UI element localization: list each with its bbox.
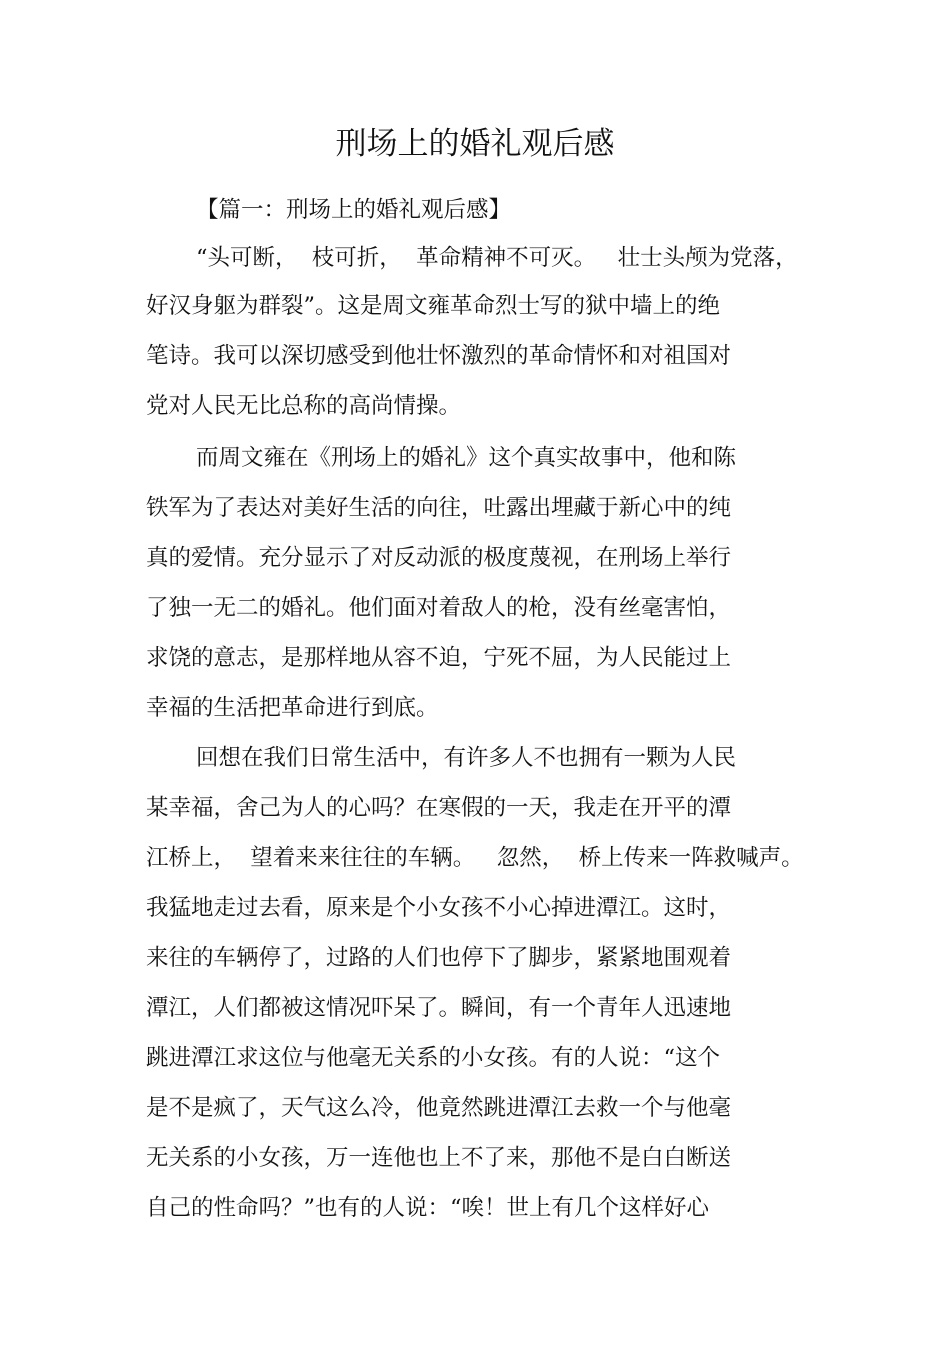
text-line: 铁军为了表达对美好生活的向往，吐露出埋藏于新心中的纯 xyxy=(146,495,732,521)
text-line: 无关系的小女孩，万一连他也上不了来，那他不是白白断送 xyxy=(146,1145,732,1171)
text-line: 我猛地走过去看，原来是个小女孩不小心掉进潭江。这时， xyxy=(146,895,732,921)
text-line: 了独一无二的婚礼。他们面对着敌人的枪，没有丝毫害怕， xyxy=(146,595,732,621)
text-line: 自己的性命吗？”也有的人说：“唉！世上有几个这样好心 xyxy=(146,1195,710,1221)
text-line: 笔诗。我可以深切感受到他壮怀激烈的革命情怀和对祖国对 xyxy=(146,343,732,369)
text-line: 党对人民无比总称的高尚情操。 xyxy=(146,393,462,419)
text-line: 真的爱情。充分显示了对反动派的极度蔑视，在刑场上举行 xyxy=(146,545,732,571)
text-line: 跳进潭江求这位与他毫无关系的小女孩。有的人说：“这个 xyxy=(146,1045,721,1071)
document-title: 刑场上的婚礼观后感 xyxy=(335,126,615,162)
text-line: 回想在我们日常生活中，有许多人不也拥有一颗为人民 xyxy=(196,745,737,771)
text-line: 潭江，人们都被这情况吓呆了。瞬间，有一个青年人迅速地 xyxy=(146,995,732,1021)
text-line: 好汉身躯为群裂”。这是周文雍革命烈士写的狱中墙上的绝 xyxy=(146,293,721,319)
text-line: 来往的车辆停了，过路的人们也停下了脚步，紧紧地围观着 xyxy=(146,945,732,971)
text-line: 幸福的生活把革命进行到底。 xyxy=(146,695,439,721)
text-line: “头可断， 枝可折， 革命精神不可灭。 壮士头颅为党落， xyxy=(196,245,798,271)
text-line: 是不是疯了，天气这么冷，他竟然跳进潭江去救一个与他毫 xyxy=(146,1095,732,1121)
text-line: 江桥上， 望着来来往往的车辆。 忽然， 桥上传来一阵救喊声。 xyxy=(146,845,804,871)
text-line: 求饶的意志，是那样地从容不迫，宁死不屈，为人民能过上 xyxy=(146,645,732,671)
text-line: 某幸福，舍己为人的心吗？在寒假的一天，我走在开平的潭 xyxy=(146,795,732,821)
text-line: 而周文雍在《刑场上的婚礼》这个真实故事中，他和陈 xyxy=(196,445,737,471)
section-heading: 【篇一：刑场上的婚礼观后感】 xyxy=(196,197,512,223)
